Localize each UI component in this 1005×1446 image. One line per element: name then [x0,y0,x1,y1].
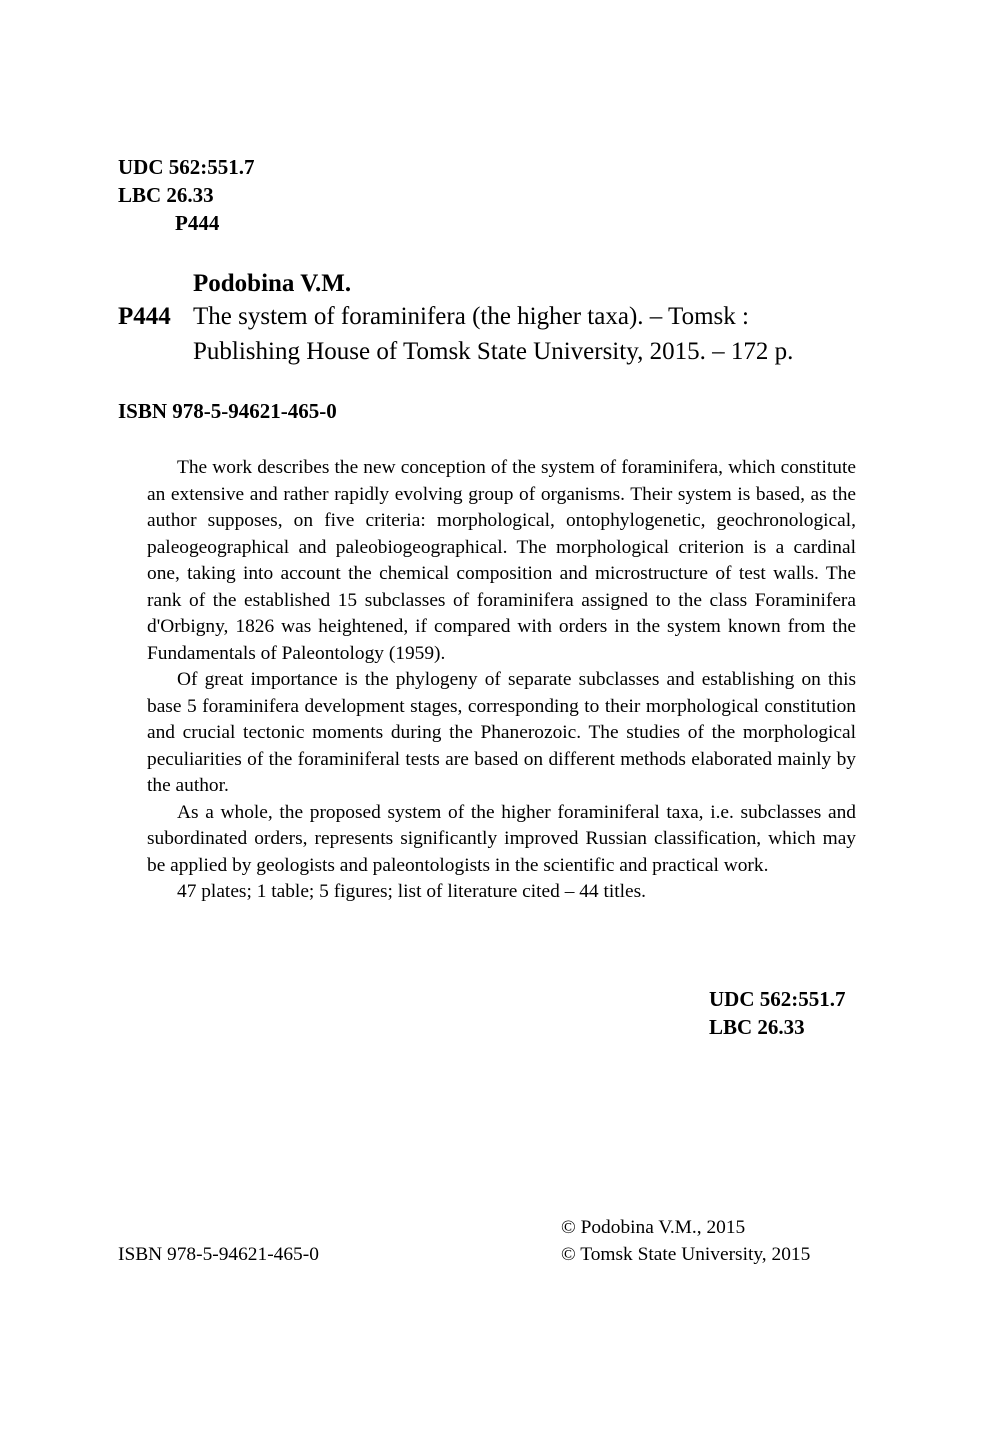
isbn-footer: ISBN 978-5-94621-465-0 [118,1244,319,1265]
abstract [147,455,856,906]
abstract-paragraph-4: 47 plates; 1 table; 5 figures; list of literature cited – 44 titles. [177,881,647,902]
cutter-code-entry: P444 [118,303,171,330]
lbc-code-bottom: LBC 26.33 [709,1015,805,1039]
copyright-university: © Tomsk State University, 2015 [561,1244,811,1265]
abstract-paragraph-1: The work describes the new conception of the system of foraminifera, which constitute an extensive and rather rapidly evolving group of organisms. Their system is based, as the author supposes, on five criteria: morphological, ontophylogenetic, geochronological, paleogeographical and paleobiogeographical. The morphological criterion is a cardinal one, taking into account the chemical composition and microstructure of test walls. The rank of the established 15 subclasses of foraminifera assigned to the class Foraminifera d'Orbigny, 1826 was heightened, if compared with orders in the system known from the Fundamentals of Paleontology (1959). [147,457,856,664]
copyright-author: © Podobina V.M., 2015 [561,1217,746,1238]
abstract-paragraph-2: Of great importance is the phylogeny of separate subclasses and establishing on this base 5 foraminifera development stages, corresponding to their morphological constitution and crucial tectonic moments during the Phanerozoic. The studies of the morphological peculiarities of the foraminiferal tests are based on different methods elaborated mainly by the author. [147,669,856,796]
title-line-2: Publishing House of Tomsk State University, 2015. – 172 p. [193,338,794,365]
author-name: Podobina V.M. [193,270,352,297]
udc-code-top: UDC 562:551.7 [118,155,255,179]
lbc-code-top: LBC 26.33 [118,183,214,207]
title-line-1: The system of foraminifera (the higher taxa). – Tomsk : [193,303,749,330]
cutter-code-top: P444 [175,211,220,235]
abstract-paragraph-3: As a whole, the proposed system of the higher foraminiferal taxa, i.e. subclasses and subordinated orders, represents significantly improved Russian classification, which may be applied by geologists and paleontologists in the scientific and practical work. [147,801,856,876]
udc-code-bottom: UDC 562:551.7 [709,987,846,1011]
isbn-heading: ISBN 978-5-94621-465-0 [118,399,337,423]
